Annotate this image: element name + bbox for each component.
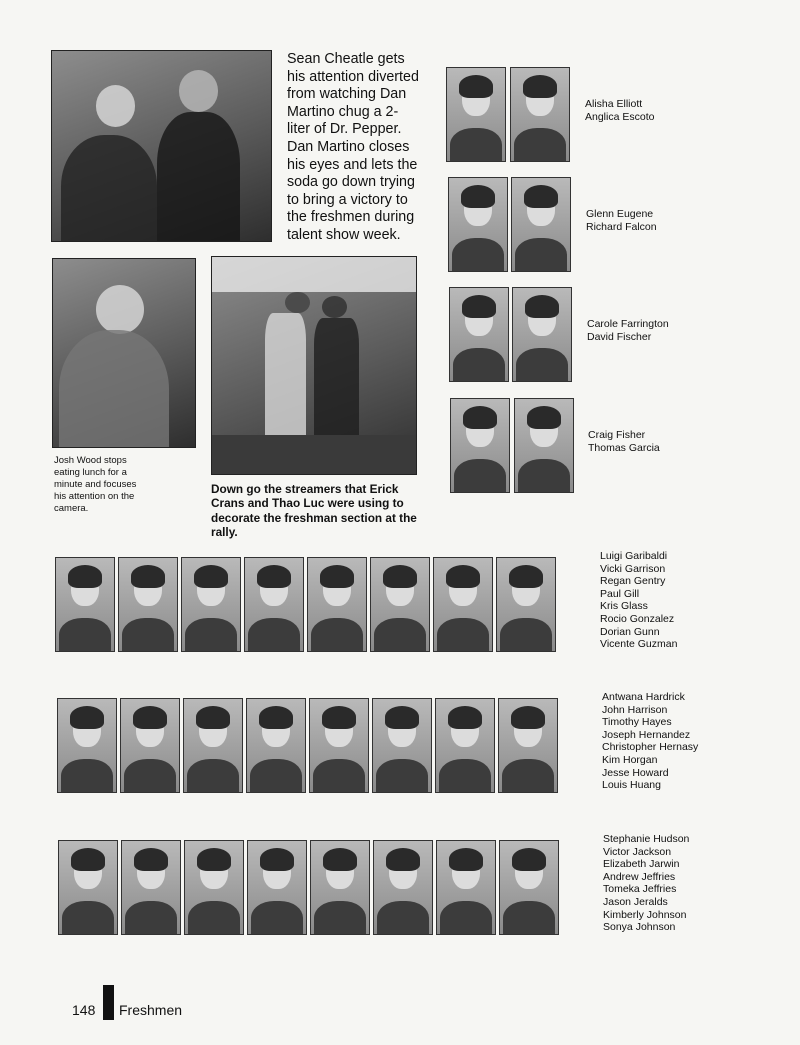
- portrait-joseph-hernandez: [246, 698, 306, 793]
- portrait-glenn-eugene: [448, 177, 508, 272]
- student-name: Stephanie Hudson: [603, 833, 690, 845]
- name-list-pair-4: [588, 429, 660, 454]
- student-name: Victor Jackson: [603, 845, 672, 858]
- page-number: 148: [72, 1002, 96, 1018]
- student-name: Jason Jeralds: [603, 895, 668, 908]
- student-name: John Harrison: [602, 703, 668, 716]
- portrait-kris-glass: [307, 557, 367, 652]
- portrait-andrew-jeffries: [247, 840, 307, 935]
- student-name: Richard Falcon: [586, 220, 657, 233]
- portrait-paul-gill: [244, 557, 304, 652]
- portrait-carole-farrington: [449, 287, 509, 382]
- student-name: Antwana Hardrick: [602, 691, 685, 703]
- student-name: Kim Horgan: [602, 753, 658, 766]
- name-list-pair-2: [586, 208, 657, 233]
- portrait-elizabeth-jarwin: [184, 840, 244, 935]
- student-name: Vicki Garrison: [600, 562, 666, 575]
- caption-josh-lunch: Josh Wood stops eating lunch for a minute and focuses his attention on the camera.: [54, 455, 137, 514]
- student-name: Kris Glass: [600, 600, 648, 613]
- portrait-kimberly-johnson: [436, 840, 496, 935]
- caption-streamers-rally: Down go the streamers that Erick Crans and Thao Luc were using to decorate the freshman section at the rally.: [211, 482, 417, 540]
- student-name: Tomeka Jeffries: [603, 883, 677, 896]
- portrait-dorian-gunn: [433, 557, 493, 652]
- student-name: Louis Huang: [602, 779, 661, 792]
- name-list-row-1: [600, 550, 677, 651]
- student-name: Dorian Gunn: [600, 625, 660, 638]
- portrait-craig-fisher: [450, 398, 510, 493]
- student-name: Sonya Johnson: [603, 921, 676, 934]
- student-name: Christopher Hernasy: [602, 741, 699, 754]
- portrait-stephanie-hudson: [58, 840, 118, 935]
- portrait-vicki-garrison: [118, 557, 178, 652]
- student-name: Craig Fisher: [588, 429, 646, 441]
- student-name: Kimberly Johnson: [603, 908, 687, 921]
- name-list-pair-1: [585, 98, 654, 123]
- portrait-timothy-hayes: [183, 698, 243, 793]
- portrait-christopher-hernasy: [309, 698, 369, 793]
- photo-streamers-rally: [211, 256, 417, 475]
- student-name: Paul Gill: [600, 587, 640, 600]
- portrait-jason-jeralds: [373, 840, 433, 935]
- portrait-kim-horgan: [372, 698, 432, 793]
- portrait-victor-jackson: [121, 840, 181, 935]
- photo-josh-lunch: [52, 258, 196, 448]
- portrait-thomas-garcia: [514, 398, 574, 493]
- section-title: Freshmen: [119, 1002, 183, 1018]
- student-name: Joseph Hernandez: [602, 728, 691, 741]
- student-name: David Fischer: [587, 330, 652, 343]
- portrait-vicente-guzman: [496, 557, 556, 652]
- student-name: Regan Gentry: [600, 575, 666, 588]
- portrait-sonya-johnson: [499, 840, 559, 935]
- section-marker-bar: [103, 985, 114, 1020]
- student-name: Thomas Garcia: [588, 441, 660, 454]
- student-name: Anglica Escoto: [585, 110, 655, 123]
- student-name: Vicente Guzman: [600, 638, 678, 651]
- student-name: Jesse Howard: [602, 766, 669, 779]
- portrait-jesse-howard: [435, 698, 495, 793]
- student-name: Carole Farrington: [587, 318, 669, 330]
- name-list-row-2: [602, 691, 698, 792]
- portrait-richard-falcon: [511, 177, 571, 272]
- caption-soda-chug: Sean Cheatle gets his attention diverted from watching Dan Martino chug a 2-liter of Dr. Pepper. Dan Martino closes his eyes and lets the soda go down trying to bring a victory to the freshmen during talent show week.: [287, 51, 419, 243]
- name-list-row-3: [603, 833, 689, 934]
- student-name: Timothy Hayes: [602, 716, 672, 729]
- name-list-pair-3: [587, 318, 669, 343]
- student-name: Alisha Elliott: [585, 98, 643, 110]
- portrait-rocio-gonzalez: [370, 557, 430, 652]
- student-name: Rocio Gonzalez: [600, 612, 675, 625]
- student-name: Luigi Garibaldi: [600, 550, 668, 562]
- student-name: Elizabeth Jarwin: [603, 858, 680, 871]
- portrait-luigi-garibaldi: [55, 557, 115, 652]
- portrait-anglica-escoto: [510, 67, 570, 162]
- portrait-regan-gentry: [181, 557, 241, 652]
- portrait-john-harrison: [120, 698, 180, 793]
- portrait-david-fischer: [512, 287, 572, 382]
- student-name: Andrew Jeffries: [603, 870, 676, 883]
- portrait-louis-huang: [498, 698, 558, 793]
- portrait-tomeka-jeffries: [310, 840, 370, 935]
- portrait-antwana-hardrick: [57, 698, 117, 793]
- student-name: Glenn Eugene: [586, 208, 654, 220]
- portrait-alisha-elliott: [446, 67, 506, 162]
- photo-soda-chug: [51, 50, 272, 242]
